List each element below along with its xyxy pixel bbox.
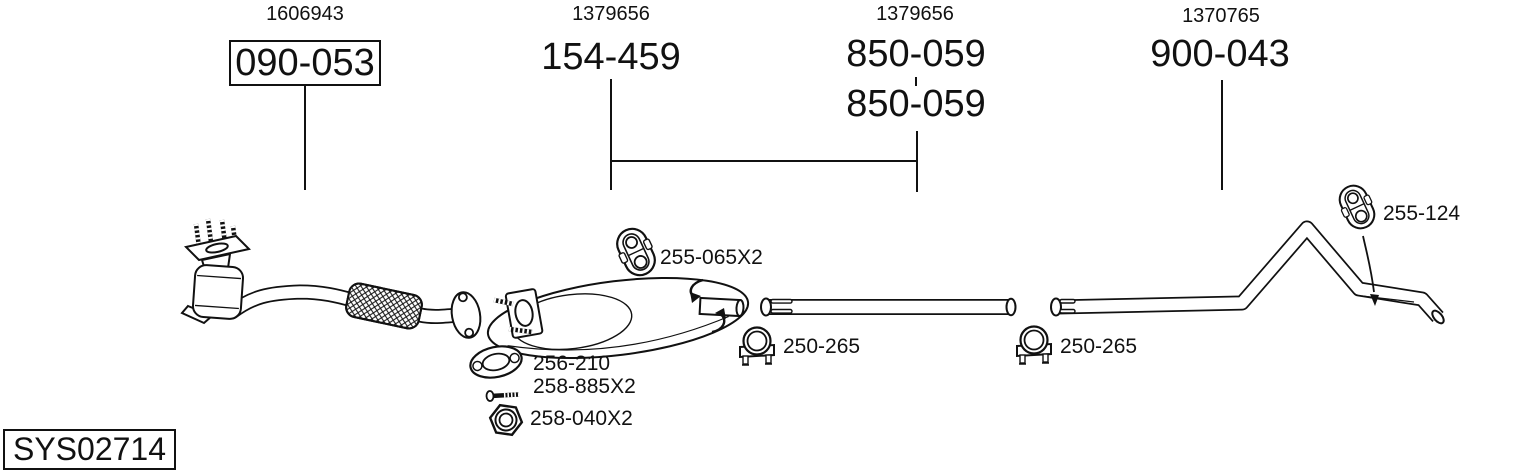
rubber-hanger-icon (610, 223, 661, 281)
part-number-900-043: 900-043 (1150, 33, 1290, 75)
oe-ref-2: 1379656 (572, 3, 650, 25)
clamp-icon (740, 328, 774, 366)
part-number-850-059-b: 850-059 (846, 83, 986, 125)
front-pipe-catalytic-converter (182, 219, 484, 340)
center-muffler (483, 265, 752, 370)
part-number-850-059-a: 850-059 (846, 33, 986, 75)
intermediate-pipe (761, 299, 1016, 316)
part-number-154-459: 154-459 (541, 36, 681, 78)
rubber-hanger-icon (1333, 180, 1380, 233)
nut-icon (488, 404, 524, 436)
system-id: SYS02714 (12, 431, 166, 467)
oe-ref-1: 1606943 (266, 3, 344, 25)
part-number-box (229, 40, 381, 86)
label-rear-clamp: 250-265 (1060, 335, 1138, 358)
label-flange-gasket: 256-210 (533, 352, 611, 375)
clamp-icon (1017, 327, 1051, 365)
oe-ref-3: 1379656 (876, 3, 954, 25)
label-flange-nut: 258-040X2 (530, 407, 633, 430)
flex-section (344, 282, 423, 331)
label-mid-clamp: 250-265 (783, 335, 861, 358)
front-pipe-flange (448, 290, 484, 340)
part-number-090-053: 090-053 (235, 41, 375, 84)
rear-pipe (1051, 228, 1446, 325)
leader-lines (305, 77, 1222, 192)
label-tail-hanger: 255-124 (1383, 202, 1461, 225)
label-flange-bolt: 258-885X2 (533, 375, 636, 398)
label-muffler-hanger: 255-065X2 (660, 246, 763, 269)
oe-ref-4: 1370765 (1182, 5, 1260, 27)
bolt-icon (486, 389, 519, 401)
system-id-box (3, 429, 176, 470)
